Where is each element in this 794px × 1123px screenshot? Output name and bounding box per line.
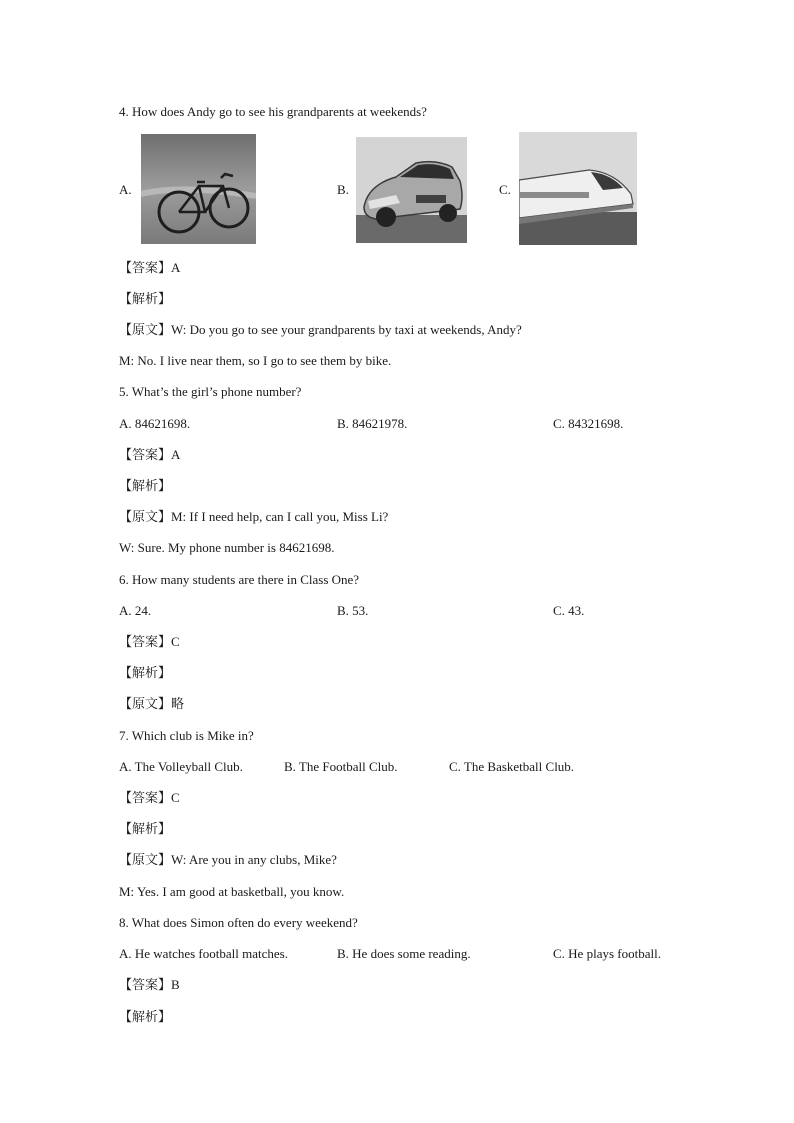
q5-option-b: B. 84621978. <box>337 416 408 431</box>
q7-transcript-1: 【原文】W: Are you in any clubs, Mike? <box>119 852 337 867</box>
q4-transcript-2: M: No. I live near them, so I go to see them by bike. <box>119 353 392 368</box>
q8-answer: 【答案】B <box>119 977 180 992</box>
q5-transcript-2: W: Sure. My phone number is 84621698. <box>119 540 335 555</box>
q7-question: 7. Which club is Mike in? <box>119 728 254 743</box>
q5-option-c: C. 84321698. <box>553 416 624 431</box>
q5-analysis: 【解析】 <box>119 478 172 493</box>
q6-question: 6. How many students are there in Class One? <box>119 572 360 587</box>
q5-option-a: A. 84621698. <box>119 416 191 431</box>
q5-transcript-1: 【原文】M: If I need help, can I call you, Miss Li? <box>119 509 389 524</box>
q6-option-c: C. 43. <box>553 603 585 618</box>
q4-analysis: 【解析】 <box>119 291 172 306</box>
q5-question: 5. What’s the girl’s phone number? <box>119 384 302 399</box>
q7-option-a: A. The Volleyball Club. <box>119 759 243 774</box>
q8-option-c: C. He plays football. <box>553 946 661 961</box>
q4-answer: 【答案】A <box>119 260 181 275</box>
bicycle-icon <box>141 134 256 244</box>
q6-option-b: B. 53. <box>337 603 369 618</box>
q4-transcript-1: 【原文】W: Do you go to see your grandparents by taxi at weekends, Andy? <box>119 322 522 337</box>
q7-option-b: B. The Football Club. <box>284 759 398 774</box>
q8-question: 8. What does Simon often do every weekend? <box>119 915 358 930</box>
q8-option-b: B. He does some reading. <box>337 946 471 961</box>
q7-transcript-2: M: Yes. I am good at basketball, you know. <box>119 884 345 899</box>
q6-option-a: A. 24. <box>119 603 152 618</box>
q7-option-c: C. The Basketball Club. <box>449 759 575 774</box>
q5-answer: 【答案】A <box>119 447 181 462</box>
q4-option-a-label: A. <box>119 182 132 197</box>
q7-answer: 【答案】C <box>119 790 180 805</box>
q7-analysis: 【解析】 <box>119 821 172 836</box>
q4-option-c-label: C. <box>499 182 511 197</box>
q6-answer: 【答案】C <box>119 634 180 649</box>
train-icon <box>519 132 637 245</box>
q8-analysis: 【解析】 <box>119 1009 172 1024</box>
q4-option-b-label: B. <box>337 182 349 197</box>
q6-transcript-1: 【原文】略 <box>119 696 185 711</box>
car-icon <box>356 137 467 243</box>
q8-option-a: A. He watches football matches. <box>119 946 288 961</box>
q6-analysis: 【解析】 <box>119 665 172 680</box>
q4-question: 4. How does Andy go to see his grandparents at weekends? <box>119 104 427 119</box>
